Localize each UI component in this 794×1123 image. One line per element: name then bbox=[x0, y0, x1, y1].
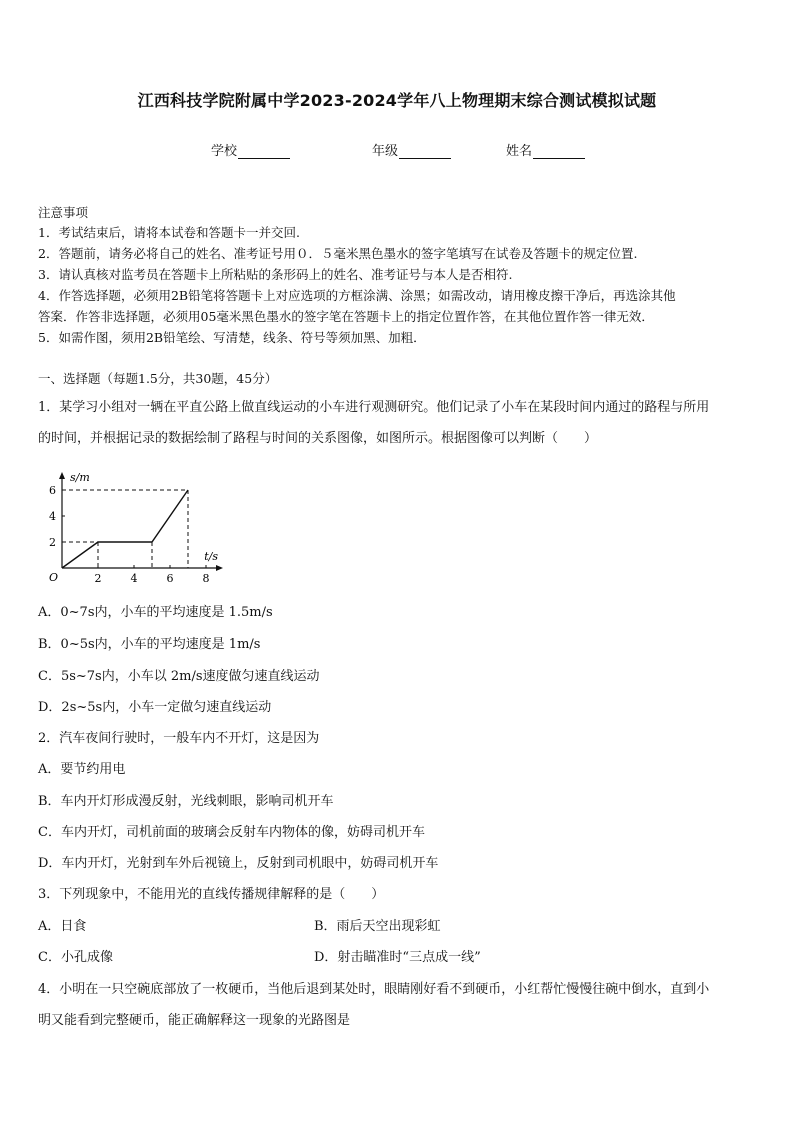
y-tick-label: 4 bbox=[49, 510, 56, 523]
st-graph bbox=[40, 462, 230, 590]
y-axis-label: s/m bbox=[70, 471, 90, 484]
origin-label: O bbox=[48, 571, 58, 584]
y-tick-label: 6 bbox=[49, 484, 56, 497]
name-field bbox=[506, 140, 585, 159]
q3-option-a[interactable]: A．日食 bbox=[38, 919, 87, 934]
x-axis-label: t/s bbox=[204, 550, 218, 563]
note-item: 1．考试结束后，请将本试卷和答题卡一并交回. bbox=[38, 225, 300, 240]
q1-stem-line2: 的时间，并根据记录的数据绘制了路程与时间的关系图像，如图所示。根据图像可以判断（ ） bbox=[38, 431, 598, 446]
q2-stem: 2．汽车夜间行驶时，一般车内不开灯，这是因为 bbox=[38, 731, 320, 746]
guide-line bbox=[62, 490, 188, 568]
q2-option-b[interactable]: B．车内开灯形成漫反射，光线刺眼，影响司机开车 bbox=[38, 794, 334, 809]
note-item: 答案．作答非选择题，必须用05毫米黑色墨水的签字笔在答题卡上的指定位置作答，在其他位置作答一律无效． bbox=[38, 309, 654, 324]
note-item: 2．答题前，请务必将自己的姓名、准考证号用０．５毫米黑色墨水的签字笔填写在试卷及答题卡的规定位置. bbox=[38, 246, 638, 261]
q2-option-c[interactable]: C．车内开灯，司机前面的玻璃会反射车内物体的像，妨碍司机开车 bbox=[38, 825, 425, 840]
x-axis-arrow bbox=[216, 565, 223, 571]
grade-blank[interactable] bbox=[399, 145, 451, 159]
q3-stem: 3．下列现象中，不能用光的直线传播规律解释的是（ ） bbox=[38, 887, 385, 902]
q1-option-b[interactable]: B．0~5s内，小车的平均速度是 1m/s bbox=[38, 637, 261, 652]
section-heading: 一、选择题（每题1.5分，共30题，45分） bbox=[38, 371, 278, 386]
x-tick-label: 2 bbox=[94, 572, 102, 585]
q1-option-a[interactable]: A．0~7s内，小车的平均速度是 1.5m/s bbox=[38, 605, 273, 620]
q3-option-d[interactable]: D．射击瞄准时“三点成一线” bbox=[314, 950, 481, 965]
q1-option-c[interactable]: C．5s~7s内，小车以 2m/s速度做匀速直线运动 bbox=[38, 669, 320, 684]
note-item: 5．如需作图，须用2B铅笔绘、写清楚，线条、符号等须加黑、加粗． bbox=[38, 330, 426, 345]
note-item: 3．请认真核对监考员在答题卡上所粘贴的条形码上的姓名、准考证号与本人是否相符. bbox=[38, 267, 513, 282]
grade-label: 年级 bbox=[372, 144, 399, 159]
note-item: 4．作答选择题，必须用2B铅笔将答题卡上对应选项的方框涂满、涂黑；如需改动，请用橡皮擦干净后，再选涂其他 bbox=[38, 288, 676, 303]
grade-field bbox=[372, 140, 451, 159]
q4-stem-line1: 4．小明在一只空碗底部放了一枚硬币，当他后退到某处时，眼睛刚好看不到硬币，小红帮忙慢慢往碗中倒水，直到小 bbox=[38, 982, 710, 997]
x-tick-label: 4 bbox=[130, 572, 138, 585]
exam-title: 江西科技学院附属中学2023-2024学年八上物理期末综合测试模拟试题 bbox=[137, 91, 657, 110]
q3-option-c[interactable]: C．小孔成像 bbox=[38, 950, 113, 965]
x-tick-label: 8 bbox=[202, 572, 210, 585]
q1-stem-line1: 1．某学习小组对一辆在平直公路上做直线运动的小车进行观测研究。他们记录了小车在某段时间内通过的路程与所用 bbox=[38, 400, 710, 415]
x-tick-label: 6 bbox=[166, 572, 174, 585]
q4-stem-line2: 明又能看到完整硬币，能正确解释这一现象的光路图是 bbox=[38, 1013, 351, 1028]
q2-option-a[interactable]: A．要节约用电 bbox=[38, 762, 126, 777]
school-field bbox=[211, 140, 290, 159]
q1-option-d[interactable]: D．2s~5s内，小车一定做匀速直线运动 bbox=[38, 700, 272, 715]
name-label: 姓名 bbox=[506, 144, 533, 159]
school-label: 学校 bbox=[211, 144, 238, 159]
q3-option-b[interactable]: B．雨后天空出现彩虹 bbox=[314, 919, 441, 934]
notes-heading: 注意事项 bbox=[38, 205, 89, 220]
y-tick-label: 2 bbox=[49, 536, 56, 549]
school-blank[interactable] bbox=[238, 145, 290, 159]
q2-option-d[interactable]: D．车内开灯，光射到车外后视镜上，反射到司机眼中，妨碍司机开车 bbox=[38, 856, 439, 871]
name-blank[interactable] bbox=[533, 145, 585, 159]
y-axis-arrow bbox=[59, 472, 65, 479]
series-line bbox=[62, 490, 188, 568]
